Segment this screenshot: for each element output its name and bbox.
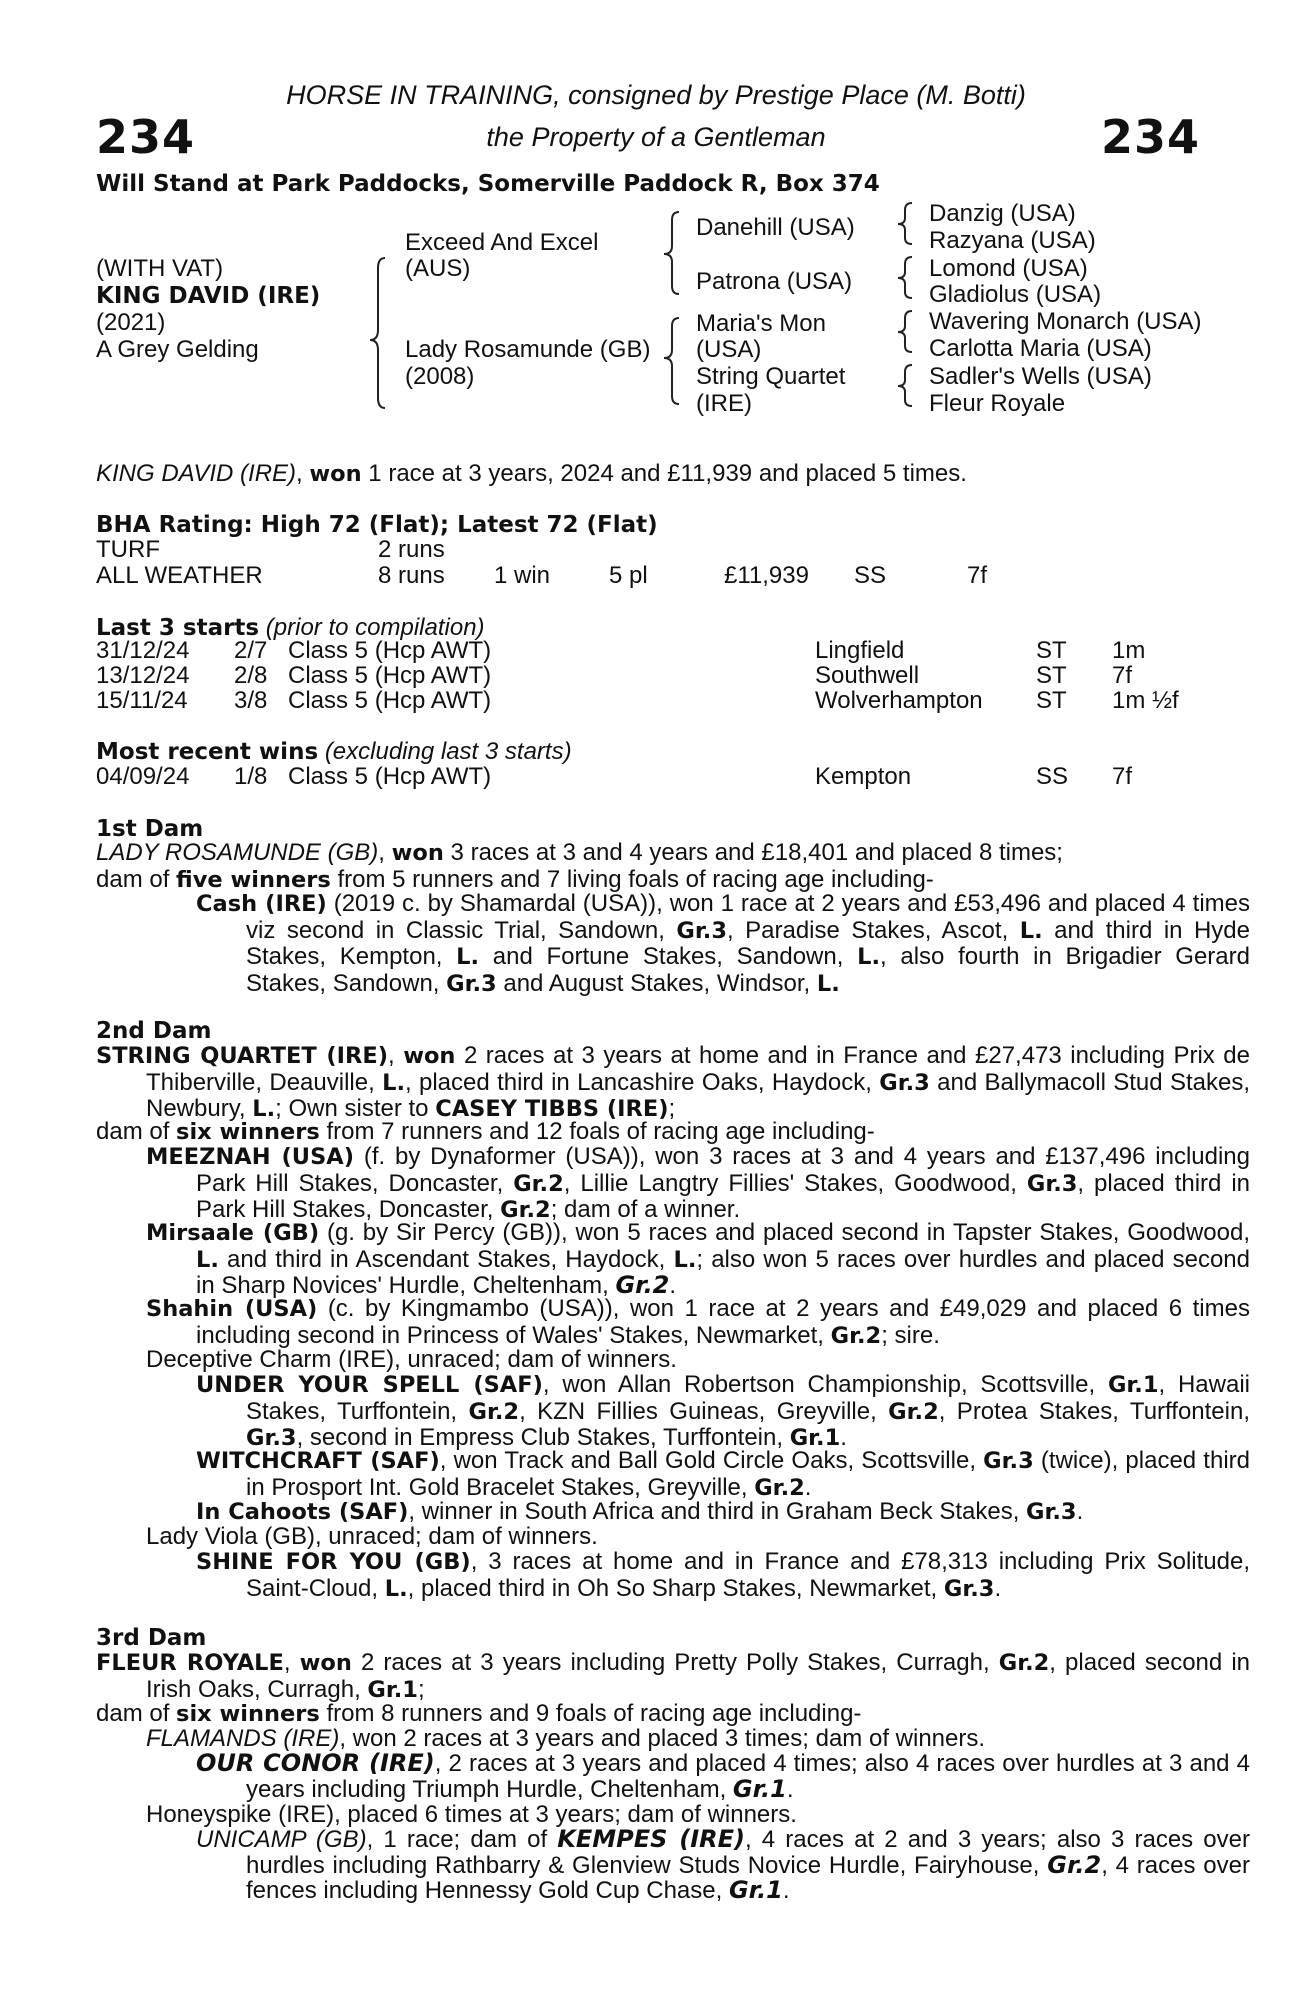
grade: L. [857,944,880,970]
turf-label: TURF [96,536,160,563]
start-surface: ST [1036,637,1067,664]
grade: Gr.1 [1107,1372,1159,1398]
win-distance: 7f [1112,763,1133,790]
record-text: 2 races at 3 years at home and in France and £27,473 including Prix de Thiberville, Deauville, [146,1042,1250,1096]
winners-count: six winners [176,1701,320,1727]
horse-description: A Grey Gelding [96,336,259,363]
dam-of-label: dam of [96,865,177,893]
start-position: 2/8 [234,662,268,689]
sire-sire: Danehill (USA) [696,214,855,241]
progeny-text: , placed third in Park Hill Stakes, Doncaster, [196,1169,1250,1223]
record-text: , placed third in Lancashire Oaks, Haydock, [405,1068,880,1096]
turf-runs: 2 runs [378,536,445,563]
sire-line2: (AUS) [405,255,471,282]
win-surface: SS [1036,763,1069,790]
property-line: the Property of a Gentleman [486,122,826,152]
third-dam-name: FLEUR ROYALE [96,1650,284,1676]
progeny-text: . [994,1574,1002,1602]
progeny-text: (f. by Dynaformer (USA)), won 3 races at 3 and 4 years and £137,496 including Park Hill Stakes, Doncaster, [196,1143,1250,1197]
grade: Gr.3 [1026,1499,1077,1525]
progeny-flamands [146,1726,985,1752]
progeny-name: WITCHCRAFT (SAF) [196,1448,440,1474]
progeny-unicamp [196,1827,1250,1904]
start-date: 13/12/24 [96,662,190,689]
record-text: ; [668,1095,676,1122]
progeny-text: , won Track and Ball Gold Circle Oaks, Scottsville, [439,1447,984,1474]
progeny-in-cahoots [196,1499,1083,1526]
start-position: 3/8 [234,687,268,714]
grade: Gr.2 [468,1398,520,1425]
winners-count: six winners [176,1119,320,1145]
progeny-text: , won Allan Robertson Championship, Scottsville, [542,1371,1108,1398]
start-course: Lingfield [815,637,905,664]
runners-text: from 5 runners and 7 living foals of racing age including- [330,865,934,893]
progeny-text: and third in Hyde Stakes, Kempton, [246,916,1251,970]
recent-wins-title: Most recent wins [96,739,319,765]
grade: L. [1019,917,1043,944]
progeny-text: (2019 c. by Shamardal (USA)), won 1 race at 2 years and £53,496 and placed 4 times viz second in Classic Trial, Sandown, [246,890,1250,944]
start-distance: 1m ½f [1112,687,1179,714]
progeny-name: UNICAMP (GB) [196,1826,367,1853]
summary-horse-name: KING DAVID (IRE) [96,460,297,487]
separator: , [283,1649,300,1676]
progeny-text: . [840,1424,847,1451]
aw-wins: 1 win [494,562,551,589]
stand-location: Will Stand at Park Paddocks, Somerville Paddock R, Box 374 [96,171,880,197]
progeny-cash [196,891,1250,997]
progeny-meeznah [146,1144,1250,1224]
start-class: Class 5 (Hcp AWT) [288,687,492,714]
progeny-text: ; also won 5 races over hurdles and placed second in Sharp Novices' Hurdle, Cheltenham, [196,1245,1250,1299]
ggp-7: Sadler's Wells (USA) [929,363,1152,390]
progeny-text: , 4 races at 2 and 3 years; also 3 races over hurdles including Rathbarry & Glenview Studs Novice Hurdle, Fairyhouse, [246,1826,1250,1879]
summary-won: won [309,461,362,487]
third-dam-record [96,1650,1250,1703]
progeny-name: SHINE FOR YOU (GB) [196,1549,471,1575]
grade: Gr.2 [888,1398,939,1425]
progeny-under-your-spell [196,1372,1250,1452]
progeny-text: (g. by Sir Percy (GB)), won 5 races and placed second in Tapster Stakes, Goodwood, [319,1219,1250,1246]
ggp-3: Lomond (USA) [929,255,1088,282]
progeny-name: MEEZNAH (USA) [146,1144,354,1170]
start-date: 31/12/24 [96,637,190,664]
progeny-text: , winner in South Africa and third in Graham Beck Stakes, [408,1498,1027,1525]
dam-sire-line1: Maria's Mon [696,310,826,337]
progeny-text: (c. by Kingmambo (USA)), won 1 race at 2 years and £49,029 and placed 6 times including second in Princess of Wales' Stakes, Newmarket, [196,1295,1250,1349]
start-distance: 1m [1112,637,1146,664]
aw-distance: 7f [967,562,988,589]
progeny-name: Mirsaale (GB) [146,1220,320,1246]
start-class: Class 5 (Hcp AWT) [288,637,492,664]
progeny-text: . [782,1877,790,1904]
grade: Gr.3 [446,970,497,997]
record-text: and Ballymacoll Stud Stakes, Newbury, [146,1068,1251,1122]
bha-rating: BHA Rating: High 72 (Flat); Latest 72 (Flat) [96,512,658,538]
progeny-name: In Cahoots (SAF) [196,1499,409,1525]
aw-runs: 8 runs [378,562,445,589]
win-date: 04/09/24 [96,763,190,790]
record-text: ; Own sister to [275,1095,436,1122]
dam-line2: (2008) [405,363,475,390]
progeny-name: Cash (IRE) [196,891,327,917]
second-dam-record [96,1043,1250,1123]
grade: L. [196,1246,219,1273]
win-course: Kempton [815,763,912,790]
start-surface: ST [1036,662,1067,689]
sire-dam: Patrona (USA) [696,268,853,295]
grade: L. [382,1069,405,1096]
grade: L. [384,1575,408,1602]
grade: Gr.1 [728,1876,783,1904]
progeny-text: , Paradise Stakes, Ascot, [726,916,1020,944]
dam-of-label: dam of [96,1118,177,1145]
third-dam-produce [96,1701,1200,1728]
vat-status: (WITH VAT) [96,255,224,282]
progeny-text: , 2 races at 3 years and placed 4 times; also 4 races over hurdles at 3 and 4 years including Triumph Hurdle, Cheltenham, [246,1750,1250,1803]
horse-name: KING DAVID (IRE) [96,283,321,309]
grade: Gr.2 [830,1322,882,1349]
honeyspike: Honeyspike (IRE), placed 6 times at 3 years; dam of winners. [146,1801,797,1828]
progeny-text: , Protea Stakes, Turffontein, [938,1397,1251,1425]
progeny-our-conor [196,1751,1250,1802]
start-surface: ST [1036,687,1067,714]
sibling-name: CASEY TIBBS (IRE) [435,1096,669,1122]
progeny-shahin [146,1296,1250,1349]
progeny-text: . [786,1775,794,1803]
lot-number-left: 234 [96,110,196,164]
aw-placed: 5 pl [609,562,648,589]
progeny-text: , placed third in Oh So Sharp Stakes, Newmarket, [407,1574,944,1602]
grade: Gr.3 [246,1425,297,1451]
progeny-name: UNDER YOUR SPELL (SAF) [196,1372,543,1398]
aw-label: ALL WEATHER [96,562,263,589]
won-label: won [299,1650,352,1676]
grade: Gr.2 [500,1197,551,1223]
ggp-1: Danzig (USA) [929,200,1076,227]
grade: L. [252,1096,276,1122]
recent-wins-note: (excluding last 3 starts) [324,738,572,765]
dam-line1: Lady Rosamunde (GB) [405,336,651,363]
progeny-text: ; sire. [881,1321,940,1349]
grade: Gr.1 [789,1425,841,1451]
grade: Gr.2 [513,1170,564,1197]
grade: Gr.2 [615,1271,670,1299]
last3-title: Last 3 starts [96,615,260,641]
grade: L. [673,1246,697,1273]
progeny-text: . [1076,1498,1084,1525]
progeny-text: and third in Ascendant Stakes, Haydock, [218,1245,674,1273]
progeny-name: Shahin (USA) [146,1296,318,1322]
grade: Gr.3 [943,1575,995,1602]
start-class: Class 5 (Hcp AWT) [288,662,492,689]
ggp-8: Fleur Royale [929,390,1066,417]
ggp-4: Gladiolus (USA) [929,281,1102,308]
progeny-text: ; dam of a winner. [550,1196,741,1223]
progeny-text: , Hawaii Stakes, Turffontein, [246,1371,1250,1425]
dam-sire-line2: (USA) [696,336,762,363]
start-course: Southwell [815,662,920,689]
progeny-name: FLAMANDS (IRE) [146,1725,340,1752]
progeny-name: OUR CONOR (IRE) [196,1749,435,1777]
record-text: ; [417,1675,425,1703]
won-label: won [403,1043,456,1069]
second-dam-title: 2nd Dam [96,1018,212,1044]
progeny-text: , 3 races at home and in France and £78,313 including Prix Solitude, Saint-Cloud, [246,1548,1250,1602]
start-date: 15/11/24 [96,687,188,714]
aw-surface: SS [854,562,887,589]
progeny-text: . [669,1272,677,1299]
progeny-text: , 1 race; dam of [366,1826,558,1853]
grade: Gr.2 [998,1650,1050,1676]
record-text: 2 races at 3 years including Pretty Polly Stakes, Curragh, [351,1649,999,1676]
aw-prize: £11,939 [724,562,809,589]
progeny-text: . [804,1473,812,1501]
progeny-text: and August Stakes, Windsor, [496,969,817,997]
last3-note: (prior to compilation) [265,614,485,641]
separator: , [388,1042,404,1069]
progeny-text: , 4 races over fences including Hennessy Gold Cup Chase, [246,1851,1250,1904]
progeny-mirsaale [146,1220,1250,1299]
start-distance: 7f [1112,662,1133,689]
progeny-text: , second in Empress Club Stakes, Turffontein, [296,1424,790,1451]
progeny-name: KEMPES (IRE) [557,1825,745,1853]
win-position: 1/8 [234,763,268,790]
grade: Gr.1 [732,1774,787,1803]
sire-line1: Exceed And Excel [405,229,599,256]
race-summary: KING DAVID (IRE), won 1 race at 3 years, 2024 and £11,939 and placed 5 times. [96,460,967,487]
grade: Gr.3 [983,1448,1034,1474]
ggp-5: Wavering Monarch (USA) [929,308,1202,335]
grade: Gr.2 [754,1474,805,1501]
progeny-text: , also fourth in Brigadier Gerard Stakes, Sandown, [246,943,1250,997]
summary-text: 1 race at 3 years, 2024 and £11,939 and placed 5 times. [361,460,967,487]
runners-text: from 8 runners and 9 foals of racing age including- [319,1700,862,1727]
first-dam-record: LADY ROSAMUNDE (GB), won 3 races at 3 and 4 years and £18,401 and placed 8 times; dam of five winners from 5 runners and 7 living foals of racing age including- [96,839,1063,893]
grade: Gr.3 [676,917,727,944]
recent-wins-heading [96,738,572,766]
grade: Gr.2 [1047,1850,1102,1879]
runners-text: from 7 runners and 12 foals of racing age including- [319,1118,875,1145]
first-dam-title: 1st Dam [96,816,204,842]
progeny-text: , Lillie Langtry Fillies' Stakes, Goodwood, [563,1169,1027,1197]
first-dam-text: 3 races at 3 and 4 years and £18,401 and placed 8 times; [443,839,1063,866]
grade: Gr.3 [1026,1170,1078,1197]
grade: L. [456,944,480,970]
progeny-witchcraft [196,1448,1250,1501]
consignor-line: HORSE IN TRAINING, consigned by Prestige Place (M. Botti) [286,80,1026,110]
first-dam-won: won [391,840,444,866]
foaling-year: (2021) [96,309,166,336]
progeny-text: and Fortune Stakes, Sandown, [479,943,858,970]
dam-dam-line2: (IRE) [696,390,752,417]
grade: L. [816,970,840,997]
lot-number-right: 234 [1100,110,1200,164]
dam-dam-line1: String Quartet [696,363,846,390]
second-dam-produce [96,1119,1200,1146]
grade: Gr.3 [879,1069,930,1096]
progeny-shine-for-you [196,1549,1250,1602]
progeny-text: , KZN Fillies Guineas, Greyville, [519,1397,889,1425]
deceptive-charm: Deceptive Charm (IRE), unraced; dam of winners. [146,1346,677,1373]
first-dam-name: LADY ROSAMUNDE (GB) [96,839,379,866]
winners-count: five winners [176,866,331,893]
ggp-6: Carlotta Maria (USA) [929,335,1152,362]
progeny-text: , won 2 races at 3 years and placed 3 times; dam of winners. [339,1725,986,1752]
dam-of-label: dam of [96,1700,177,1727]
ggp-2: Razyana (USA) [929,227,1096,254]
progeny-text: (twice), placed third in Prosport Int. Gold Bracelet Stakes, Greyville, [246,1447,1250,1501]
start-course: Wolverhampton [815,687,983,714]
second-dam-name: STRING QUARTET (IRE) [96,1043,389,1069]
record-text: , placed second in Irish Oaks, Curragh, [146,1649,1251,1703]
start-position: 2/7 [234,637,268,664]
grade: Gr.1 [367,1676,418,1703]
lady-viola: Lady Viola (GB), unraced; dam of winners. [146,1523,598,1550]
third-dam-title: 3rd Dam [96,1625,207,1651]
win-class: Class 5 (Hcp AWT) [288,763,492,790]
